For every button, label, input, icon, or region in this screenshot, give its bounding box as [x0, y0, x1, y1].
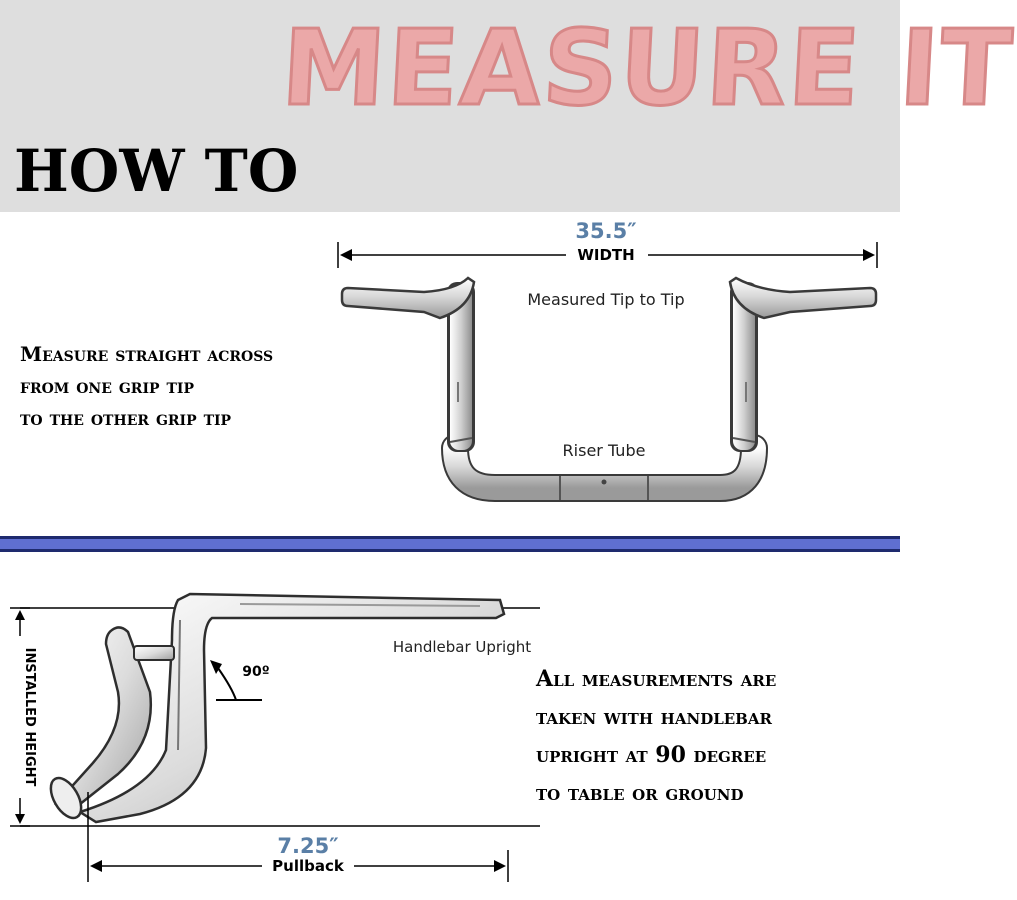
- instruction-line: taken with handlebar: [536, 704, 772, 730]
- instruction-line: to the other grip tip: [20, 406, 232, 430]
- arrow-up-icon: [15, 610, 25, 620]
- arrow-left-icon: [90, 860, 102, 872]
- width-value: 35.5″: [575, 219, 637, 243]
- angle-label: 90º: [242, 664, 270, 680]
- instruction-line: upright at 90 degree: [536, 742, 767, 768]
- page-title: HOW TO: [14, 137, 299, 205]
- handlebar-side-illustration: [45, 594, 504, 823]
- arrow-down-icon: [15, 814, 25, 824]
- pullback-label: Pullback: [272, 857, 344, 875]
- pullback-value: 7.25″: [277, 834, 339, 858]
- banner-title: MEASURE IT: [278, 7, 1017, 129]
- instruction-line: from one grip tip: [20, 374, 194, 398]
- riser-tube-caption: Riser Tube: [562, 441, 646, 460]
- installed-height-label: INSTALLED HEIGHT: [22, 647, 37, 787]
- section-divider: [0, 536, 900, 556]
- instruction-line: to table or ground: [536, 780, 744, 806]
- upright-instructions: [536, 660, 776, 812]
- width-label: WIDTH: [577, 246, 635, 264]
- arrow-right-icon: [494, 860, 506, 872]
- tip-to-tip-caption: Measured Tip to Tip: [527, 290, 685, 309]
- upright-caption: Handlebar Upright: [392, 638, 532, 656]
- instruction-line: All measurements are: [536, 666, 777, 692]
- arrow-right-icon: [863, 249, 875, 261]
- width-instructions: [20, 338, 273, 434]
- arrow-left-icon: [340, 249, 352, 261]
- handlebar-front-illustration: [342, 278, 876, 500]
- instruction-line: Measure straight across: [20, 342, 274, 366]
